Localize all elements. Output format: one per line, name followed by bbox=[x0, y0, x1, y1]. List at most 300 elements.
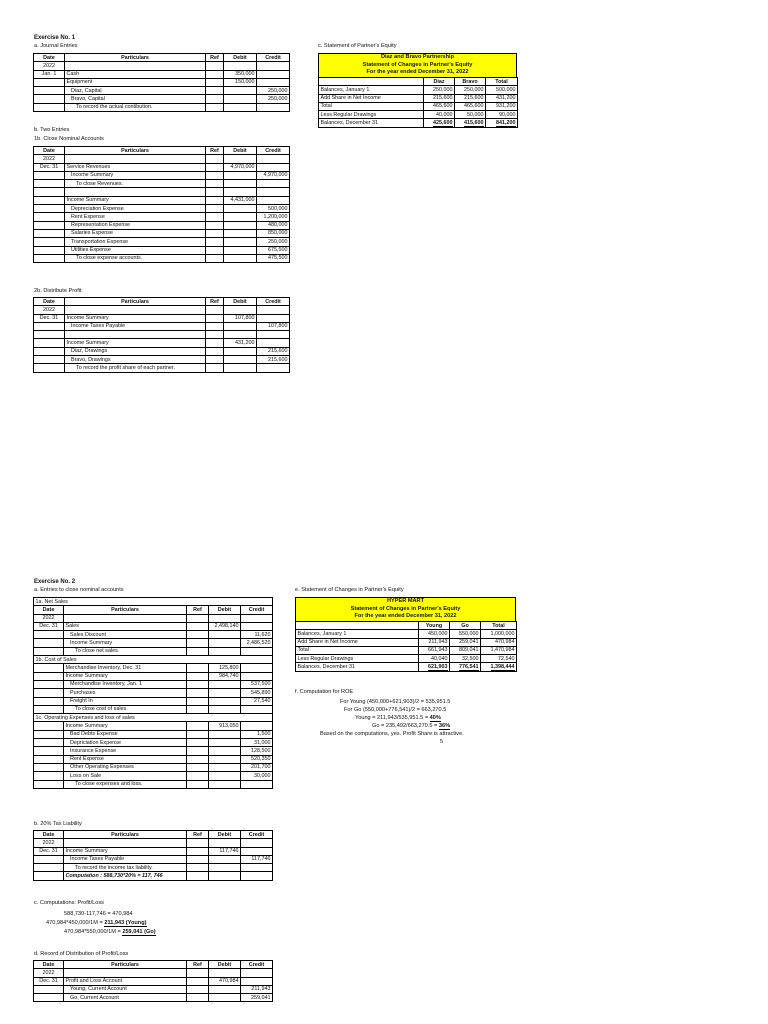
particulars-cell: Utilities Expense bbox=[65, 246, 206, 254]
tax-computation: Computation : 588,730*20% = 117, 746 bbox=[64, 872, 187, 880]
journal-row bbox=[34, 755, 273, 763]
journal-row bbox=[34, 229, 290, 237]
date-cell bbox=[34, 689, 64, 697]
ref-cell bbox=[206, 95, 224, 103]
date-cell: Dec. 31 bbox=[34, 977, 64, 985]
debit-cell bbox=[209, 705, 241, 713]
amount-cell: 50,000 bbox=[455, 111, 486, 119]
ex2-closing-label: a. Entries to close nominal accounts bbox=[34, 587, 124, 593]
debit-cell bbox=[224, 221, 257, 229]
ref-cell bbox=[206, 331, 224, 339]
date-cell bbox=[34, 780, 64, 788]
credit-cell bbox=[241, 722, 273, 730]
particulars-cell: Rent Expense bbox=[65, 213, 206, 221]
particulars-cell bbox=[64, 839, 187, 847]
date-cell bbox=[34, 747, 64, 755]
ref-cell bbox=[187, 994, 209, 1002]
date-cell: Dec. 31 bbox=[34, 314, 65, 322]
date-cell bbox=[34, 722, 64, 730]
journal-row bbox=[34, 339, 290, 347]
section-label: 1b. Cost of Sales bbox=[34, 656, 273, 664]
exercise-2-title: Exercise No. 2 bbox=[34, 579, 76, 585]
debit-cell: 150,000 bbox=[224, 78, 257, 86]
journal-row bbox=[34, 155, 290, 163]
credit-cell: 259,041 bbox=[241, 994, 273, 1002]
particulars-cell: Bad Debts Expense bbox=[64, 730, 187, 738]
section-label: 1c. Operating Expenses and loss of sales bbox=[34, 714, 273, 722]
date-cell bbox=[34, 246, 65, 254]
amount-cell: 661,943 bbox=[419, 646, 450, 654]
column-header: Total bbox=[486, 78, 518, 86]
ref-cell bbox=[187, 647, 209, 655]
debit-cell bbox=[209, 839, 241, 847]
debit-cell bbox=[209, 739, 241, 747]
particulars-cell: Insurance Expense bbox=[64, 747, 187, 755]
ref-cell bbox=[206, 163, 224, 171]
section-row bbox=[34, 714, 273, 722]
credit-cell: 2,486,520 bbox=[241, 639, 273, 647]
credit-cell bbox=[257, 163, 290, 171]
particulars-cell: Loss on Sale bbox=[64, 772, 187, 780]
credit-cell: 211,943 bbox=[241, 985, 273, 993]
credit-cell: 675,500 bbox=[257, 246, 290, 254]
particulars-cell: To close expense accounts. bbox=[65, 254, 206, 262]
journal-row bbox=[34, 985, 273, 993]
ref-cell bbox=[187, 864, 209, 872]
journal-row bbox=[34, 664, 273, 672]
ex1-close-nominal-table bbox=[33, 146, 290, 263]
table-header-row bbox=[34, 147, 290, 155]
credit-cell bbox=[241, 647, 273, 655]
amount-cell: 550,000 bbox=[450, 630, 481, 638]
amount-cell: 470,984 bbox=[481, 638, 517, 646]
ref-cell bbox=[206, 347, 224, 355]
date-cell bbox=[34, 322, 65, 330]
ex2-roe-young-calc: Young = 211,943/535,951.5 = bbox=[355, 715, 430, 721]
debit-cell bbox=[209, 730, 241, 738]
ex1-equity-table bbox=[318, 77, 518, 128]
column-header: Particulars bbox=[64, 606, 187, 614]
credit-cell bbox=[241, 969, 273, 977]
date-cell bbox=[34, 631, 64, 639]
particulars-cell: To close net sales. bbox=[64, 647, 187, 655]
particulars-cell: Merchandise Inventory, Jan. 1 bbox=[64, 680, 187, 688]
particulars-cell: To close expenses and loss. bbox=[64, 780, 187, 788]
credit-cell: 107,800 bbox=[257, 322, 290, 330]
ref-cell bbox=[187, 763, 209, 771]
journal-row bbox=[34, 739, 273, 747]
journal-row bbox=[34, 864, 273, 872]
ref-cell bbox=[206, 62, 224, 70]
particulars-cell: Income Summary bbox=[64, 722, 187, 730]
credit-cell: 250,000 bbox=[257, 95, 290, 103]
journal-row bbox=[34, 747, 273, 755]
particulars-cell: Bravo, Drawings bbox=[65, 356, 206, 364]
column-header: Date bbox=[34, 961, 64, 969]
row-label: Add Share in Net Income bbox=[319, 94, 424, 102]
column-header: Particulars bbox=[64, 961, 187, 969]
particulars-cell: Cash bbox=[65, 70, 206, 78]
credit-cell: 128,500 bbox=[241, 747, 273, 755]
particulars-cell: Sales bbox=[64, 622, 187, 630]
column-header: Ref bbox=[206, 147, 224, 155]
journal-row bbox=[34, 356, 290, 364]
ref-cell bbox=[187, 772, 209, 780]
credit-cell: 545,890 bbox=[241, 689, 273, 697]
amount-cell: 40,040 bbox=[419, 655, 450, 663]
particulars-cell: Representation Expense bbox=[65, 221, 206, 229]
journal-row bbox=[34, 969, 273, 977]
column-header: Debit bbox=[209, 961, 241, 969]
final-amount: 841,200 bbox=[496, 119, 516, 126]
ex2-equity-table bbox=[295, 621, 517, 672]
credit-cell: 215,600 bbox=[257, 347, 290, 355]
journal-row bbox=[34, 763, 273, 771]
ref-cell bbox=[206, 196, 224, 204]
journal-row bbox=[34, 70, 290, 78]
journal-row bbox=[34, 221, 290, 229]
amount-cell bbox=[424, 119, 455, 127]
debit-cell bbox=[209, 994, 241, 1002]
particulars-cell: Go, Current Account bbox=[64, 994, 187, 1002]
debit-cell bbox=[224, 171, 257, 179]
ref-cell bbox=[206, 322, 224, 330]
amount-cell: 211,943 bbox=[419, 638, 450, 646]
ref-cell bbox=[187, 697, 209, 705]
ref-cell bbox=[187, 755, 209, 763]
ref-cell bbox=[206, 188, 224, 196]
date-cell bbox=[34, 95, 65, 103]
table-header-row bbox=[34, 831, 273, 839]
particulars-cell: Sales Discount bbox=[64, 631, 187, 639]
ref-cell bbox=[187, 722, 209, 730]
amount-cell: 465,600 bbox=[424, 102, 455, 110]
ex2-statement-period: For the year ended December 31, 2022 bbox=[354, 613, 457, 619]
final-amount: 415,600 bbox=[464, 119, 484, 126]
column-header: Particulars bbox=[65, 147, 206, 155]
particulars-cell: Income Taxes Payable bbox=[65, 322, 206, 330]
amount-cell: 500,000 bbox=[486, 86, 518, 94]
journal-row bbox=[34, 95, 290, 103]
debit-cell: 4,431,000 bbox=[224, 196, 257, 204]
journal-row bbox=[34, 772, 273, 780]
row-label: Balances, December 31 bbox=[319, 119, 424, 127]
ex1-statement-period: For the year ended December 31, 2022 bbox=[366, 69, 469, 75]
ex2-statement-label: e. Statement of Changes in Partner's Equity bbox=[295, 587, 404, 593]
date-cell bbox=[34, 188, 65, 196]
debit-cell bbox=[224, 229, 257, 237]
column-header: Credit bbox=[241, 606, 273, 614]
journal-row bbox=[34, 672, 273, 680]
table-header-row bbox=[34, 298, 290, 306]
ex1-distribute-label: 2b. Distribute Profit bbox=[34, 288, 82, 294]
particulars-cell: Income Summary bbox=[64, 639, 187, 647]
column-header: Date bbox=[34, 54, 65, 62]
particulars-cell: Merchandise Inventory, Dec. 31 bbox=[64, 664, 187, 672]
particulars-cell: Income Summary bbox=[64, 672, 187, 680]
row-label: Total bbox=[319, 102, 424, 110]
ref-cell bbox=[187, 664, 209, 672]
ex2-roe-conclusion: Based on the computations, yes. Profit Share is attractive. bbox=[320, 731, 464, 737]
ex2-distribution-label: d. Record of Distribution of Profit/Loss bbox=[34, 951, 129, 957]
final-amount: 776,541 bbox=[459, 663, 479, 670]
debit-cell bbox=[224, 322, 257, 330]
ref-cell bbox=[206, 70, 224, 78]
credit-cell bbox=[241, 705, 273, 713]
ref-cell bbox=[187, 614, 209, 622]
empty-cell bbox=[187, 872, 209, 880]
column-header: Credit bbox=[241, 961, 273, 969]
journal-row bbox=[34, 347, 290, 355]
particulars-cell bbox=[65, 62, 206, 70]
debit-cell bbox=[209, 780, 241, 788]
ref-cell bbox=[206, 246, 224, 254]
date-cell bbox=[34, 705, 64, 713]
date-cell bbox=[34, 103, 65, 111]
ref-cell bbox=[206, 229, 224, 237]
particulars-cell: To close cost of sales. bbox=[64, 705, 187, 713]
debit-cell bbox=[209, 755, 241, 763]
debit-cell: 470,984 bbox=[209, 977, 241, 985]
date-cell: 2022 bbox=[34, 306, 65, 314]
particulars-cell: To record the income tax liability. bbox=[64, 864, 187, 872]
date-cell bbox=[34, 331, 65, 339]
credit-cell: 30,000 bbox=[241, 772, 273, 780]
row-label: Add Share in Net Income bbox=[296, 638, 419, 646]
particulars-cell: To record the actual contibution. bbox=[65, 103, 206, 111]
amount-cell bbox=[486, 119, 518, 127]
date-cell bbox=[34, 647, 64, 655]
particulars-cell: Profit and Loss Account bbox=[64, 977, 187, 985]
ex1-close-nominal-label: 1b. Close Nominal Accounts bbox=[34, 136, 104, 142]
ref-cell bbox=[206, 221, 224, 229]
column-header: Debit bbox=[224, 298, 257, 306]
statement-row bbox=[296, 655, 517, 663]
journal-row bbox=[34, 780, 273, 788]
debit-cell: 2,498,140 bbox=[209, 622, 241, 630]
final-amount: 621,903 bbox=[428, 663, 448, 670]
date-cell bbox=[34, 697, 64, 705]
section-label: 1a. Net Sales bbox=[34, 598, 273, 606]
ref-cell bbox=[206, 364, 224, 372]
amount-cell: 40,000 bbox=[424, 111, 455, 119]
column-header: Total bbox=[481, 622, 517, 630]
credit-cell bbox=[257, 188, 290, 196]
ref-cell bbox=[187, 680, 209, 688]
date-cell bbox=[34, 772, 64, 780]
ref-cell bbox=[206, 171, 224, 179]
credit-cell: 1,500 bbox=[241, 730, 273, 738]
journal-row bbox=[34, 614, 273, 622]
debit-cell bbox=[224, 155, 257, 163]
ref-cell bbox=[187, 672, 209, 680]
date-cell bbox=[34, 205, 65, 213]
date-cell bbox=[34, 356, 65, 364]
date-cell bbox=[34, 221, 65, 229]
debit-cell bbox=[209, 639, 241, 647]
ex2-statement-name: Statement of Changes in Partner's Equity bbox=[350, 605, 461, 612]
ref-cell bbox=[187, 639, 209, 647]
ex2-young-share: 211,943 (Young) bbox=[104, 920, 147, 926]
credit-cell bbox=[257, 78, 290, 86]
particulars-cell: Diaz, Capital bbox=[65, 87, 206, 95]
ex2-distribution-table bbox=[33, 960, 273, 1002]
ex2-roe-young-avg: For Young (450,000+621,903)/2 = 535,951.5 bbox=[340, 699, 451, 705]
date-cell bbox=[34, 680, 64, 688]
ex2-young-calc: 470,984*450,000/1M = bbox=[46, 920, 105, 926]
ex2-roe-go-calc: Go = 235,492/663,270.5 = bbox=[372, 723, 439, 729]
empty-cell bbox=[209, 872, 241, 880]
journal-row bbox=[34, 977, 273, 985]
ex1-statement-label: c. Statement of Partner's Equity bbox=[318, 43, 397, 49]
date-cell bbox=[34, 347, 65, 355]
ref-cell bbox=[187, 747, 209, 755]
statement-row bbox=[319, 86, 518, 94]
particulars-cell bbox=[65, 306, 206, 314]
column-header: Ref bbox=[206, 298, 224, 306]
column-header: Particulars bbox=[65, 54, 206, 62]
journal-row bbox=[34, 730, 273, 738]
debit-cell bbox=[209, 747, 241, 755]
ex2-roe-go-avg: For Go (550,000+776,541)/2 = 663,270.5 bbox=[344, 707, 447, 713]
ref-cell bbox=[206, 306, 224, 314]
journal-row bbox=[34, 78, 290, 86]
ref-cell bbox=[187, 705, 209, 713]
amount-cell: 431,200 bbox=[486, 94, 518, 102]
journal-row bbox=[34, 364, 290, 372]
credit-cell: 500,000 bbox=[257, 205, 290, 213]
ex2-go-calc: 470,984*550,000/1M = bbox=[64, 929, 123, 935]
date-cell bbox=[34, 994, 64, 1002]
ref-cell bbox=[187, 689, 209, 697]
journal-row bbox=[34, 322, 290, 330]
journal-row bbox=[34, 639, 273, 647]
amount-cell: 72,540 bbox=[481, 655, 517, 663]
credit-cell bbox=[257, 364, 290, 372]
date-cell bbox=[34, 87, 65, 95]
column-header: Credit bbox=[257, 54, 290, 62]
debit-cell: 913,050 bbox=[209, 722, 241, 730]
empty-cell bbox=[241, 872, 273, 880]
date-cell bbox=[34, 229, 65, 237]
amount-cell: 1,470,984 bbox=[481, 646, 517, 654]
credit-cell: 250,000 bbox=[257, 238, 290, 246]
statement-final-row bbox=[319, 119, 518, 127]
journal-row bbox=[34, 855, 273, 863]
journal-row bbox=[34, 238, 290, 246]
ex2-statement-title-box bbox=[295, 597, 516, 622]
ex2-statement-company: HYPER MART bbox=[387, 598, 424, 604]
date-cell: Dec. 31 bbox=[34, 622, 64, 630]
journal-row bbox=[34, 839, 273, 847]
credit-cell: 850,000 bbox=[257, 229, 290, 237]
column-header: Debit bbox=[209, 606, 241, 614]
debit-cell bbox=[209, 864, 241, 872]
journal-row bbox=[34, 62, 290, 70]
credit-cell bbox=[241, 780, 273, 788]
particulars-cell: Purchases bbox=[64, 689, 187, 697]
particulars-cell bbox=[64, 614, 187, 622]
credit-cell: 250,000 bbox=[257, 87, 290, 95]
credit-cell bbox=[257, 70, 290, 78]
debit-cell bbox=[224, 331, 257, 339]
credit-cell bbox=[257, 62, 290, 70]
column-header: Date bbox=[34, 606, 64, 614]
particulars-cell: Rent Expense bbox=[64, 755, 187, 763]
statement-row bbox=[319, 102, 518, 110]
credit-cell bbox=[241, 847, 273, 855]
date-cell bbox=[34, 196, 65, 204]
credit-cell bbox=[257, 314, 290, 322]
journal-row bbox=[34, 994, 273, 1002]
credit-cell: 480,000 bbox=[257, 221, 290, 229]
ref-cell bbox=[187, 847, 209, 855]
journal-row bbox=[34, 196, 290, 204]
ref-cell bbox=[206, 205, 224, 213]
journal-row bbox=[34, 171, 290, 179]
credit-cell: 475,500 bbox=[257, 254, 290, 262]
particulars-cell: Income Taxes Payable bbox=[64, 855, 187, 863]
journal-row bbox=[34, 246, 290, 254]
column-header: Debit bbox=[224, 147, 257, 155]
debit-cell bbox=[224, 95, 257, 103]
journal-row bbox=[34, 180, 290, 188]
row-label: Total bbox=[296, 646, 419, 654]
debit-cell bbox=[209, 689, 241, 697]
credit-cell bbox=[241, 614, 273, 622]
journal-row bbox=[34, 647, 273, 655]
journal-row bbox=[34, 680, 273, 688]
journal-row bbox=[34, 705, 273, 713]
amount-cell bbox=[450, 663, 481, 671]
credit-cell bbox=[241, 672, 273, 680]
column-header: Particulars bbox=[64, 831, 187, 839]
ref-cell bbox=[187, 977, 209, 985]
date-cell bbox=[34, 254, 65, 262]
amount-cell: 465,600 bbox=[455, 102, 486, 110]
date-cell: 2022 bbox=[34, 839, 64, 847]
credit-cell bbox=[257, 306, 290, 314]
ref-cell bbox=[187, 985, 209, 993]
debit-cell bbox=[224, 103, 257, 111]
statement-final-row bbox=[296, 663, 517, 671]
particulars-cell bbox=[65, 155, 206, 163]
credit-cell bbox=[241, 864, 273, 872]
ref-cell bbox=[187, 730, 209, 738]
ex2-tax-table bbox=[33, 830, 273, 881]
section-row bbox=[34, 598, 273, 606]
debit-cell bbox=[209, 763, 241, 771]
journal-row bbox=[34, 331, 290, 339]
amount-cell: 1,000,000 bbox=[481, 630, 517, 638]
credit-cell bbox=[241, 622, 273, 630]
debit-cell: 125,800 bbox=[209, 664, 241, 672]
journal-row bbox=[34, 697, 273, 705]
particulars-cell: Bravo, Capital bbox=[65, 95, 206, 103]
ref-cell bbox=[187, 631, 209, 639]
journal-row bbox=[34, 213, 290, 221]
ref-cell bbox=[187, 739, 209, 747]
column-header: Credit bbox=[241, 831, 273, 839]
particulars-cell bbox=[65, 188, 206, 196]
amount-cell: 250,000 bbox=[455, 86, 486, 94]
journal-row bbox=[34, 205, 290, 213]
particulars-cell: To close Revenues. bbox=[65, 180, 206, 188]
table-header-row bbox=[34, 961, 273, 969]
ref-cell bbox=[187, 969, 209, 977]
credit-cell: 201,700 bbox=[241, 763, 273, 771]
column-header: Ref bbox=[187, 831, 209, 839]
